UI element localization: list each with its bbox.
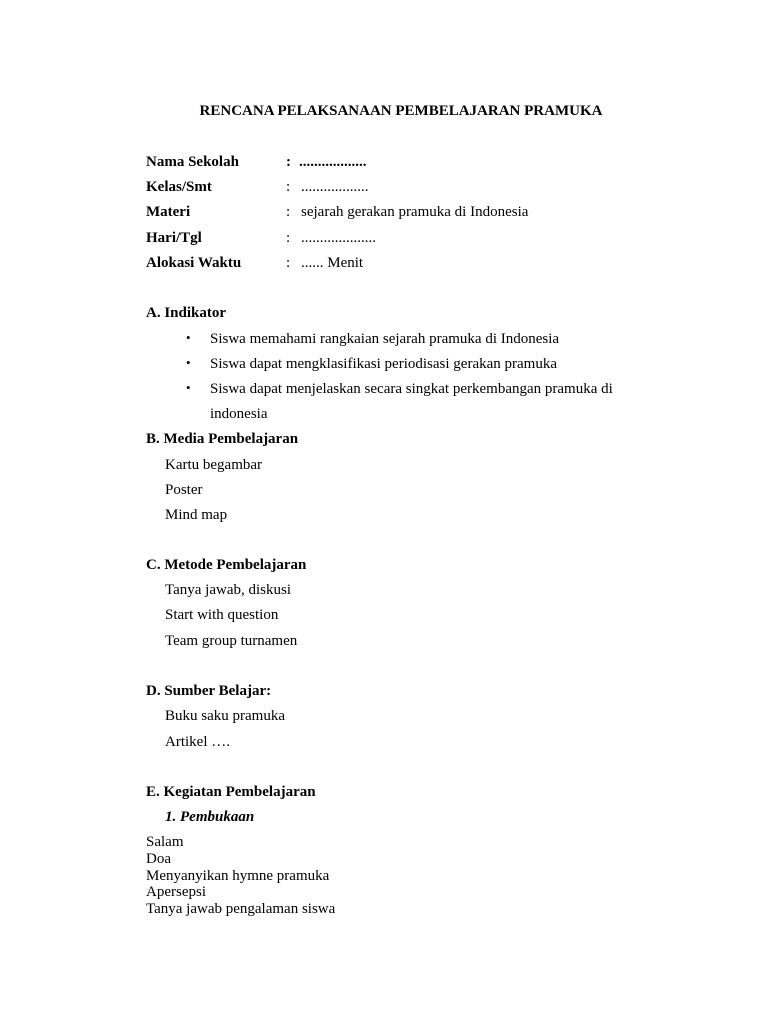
source-item: Buku saku pramuka (165, 708, 285, 724)
indicator-item: Siswa memahami rangkaian sejarah pramuka di Indonesia (210, 331, 560, 347)
bullet-icon: • (186, 380, 191, 395)
document-title: RENCANA PELAKSANAAN PEMBELAJARAN PRAMUKA (199, 103, 603, 119)
identity-colon: : (286, 154, 291, 170)
activity-item: Tanya jawab pengalaman siswa (146, 901, 336, 917)
section-e-heading: E. Kegiatan Pembelajaran (146, 784, 316, 800)
identity-label-class: Kelas/Smt (146, 179, 212, 195)
identity-value-date: .................... (301, 230, 376, 246)
section-c-heading: C. Metode Pembelajaran (146, 557, 307, 573)
source-item: Artikel …. (165, 734, 230, 750)
identity-colon: : (286, 255, 291, 271)
section-b-heading: B. Media Pembelajaran (146, 431, 299, 447)
section-d-heading: D. Sumber Belajar: (146, 683, 272, 699)
bullet-icon: • (186, 330, 191, 345)
indicator-item: Siswa dapat menjelaskan secara singkat perkembangan pramuka di (210, 381, 613, 397)
method-item: Team group turnamen (165, 633, 298, 649)
bullet-icon: • (186, 355, 191, 370)
identity-colon: : (286, 230, 291, 246)
activity-item: Menyanyikan hymne pramuka (146, 868, 330, 884)
indicator-item-continuation: indonesia (210, 406, 268, 422)
method-item: Tanya jawab, diskusi (165, 582, 292, 598)
activity-item: Apersepsi (146, 884, 206, 900)
media-item: Poster (165, 482, 203, 498)
method-item: Start with question (165, 607, 279, 623)
identity-value-material: sejarah gerakan pramuka di Indonesia (301, 204, 529, 220)
activity-item: Doa (146, 851, 171, 867)
identity-colon: : (286, 179, 291, 195)
media-item: Kartu begambar (165, 457, 263, 473)
identity-value-school: .................. (299, 154, 367, 170)
identity-value-time: ...... Menit (301, 255, 364, 271)
section-a-heading: A. Indikator (146, 305, 227, 321)
identity-label-time: Alokasi Waktu (146, 255, 242, 271)
indicator-item: Siswa dapat mengklasifikasi periodisasi gerakan pramuka (210, 356, 557, 372)
identity-value-class: .................. (301, 179, 369, 195)
identity-label-date: Hari/Tgl (146, 230, 202, 246)
opening-subheading: 1. Pembukaan (165, 809, 255, 825)
activity-item: Salam (146, 834, 184, 850)
media-item: Mind map (165, 507, 228, 523)
identity-label-school: Nama Sekolah (146, 154, 239, 170)
identity-colon: : (286, 204, 291, 220)
identity-label-material: Materi (146, 204, 191, 220)
